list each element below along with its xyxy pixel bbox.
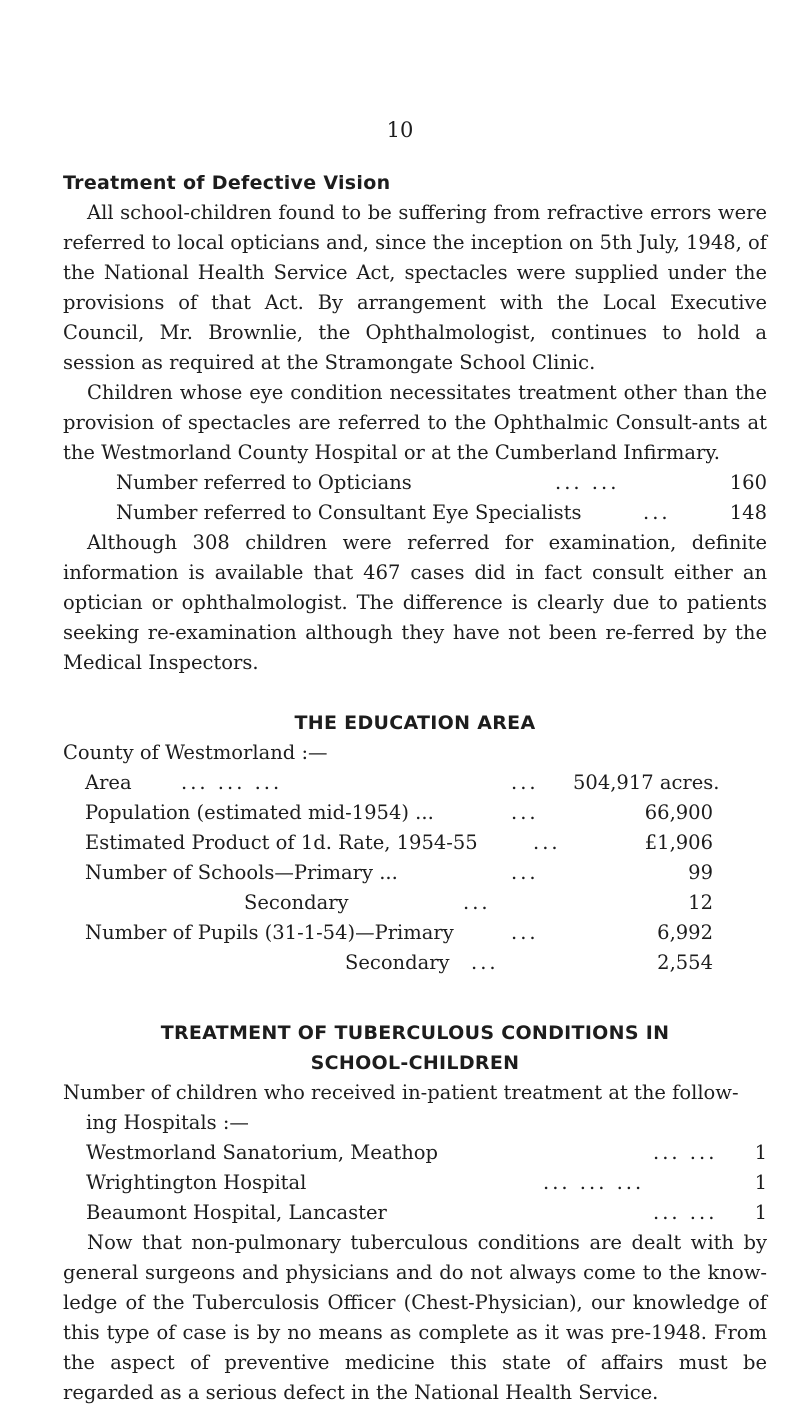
education-row-area: Area ... ... ... ... 504,917 acres. [63,768,767,798]
hospital-value: 1 [754,1171,767,1194]
stat-row-opticians [63,468,767,498]
stat-dots: ... [643,501,671,524]
education-value: 12 [688,891,713,914]
education-value: 66,900 [644,801,713,824]
education-value: 2,554 [657,951,713,974]
stat-row-consultants [63,498,767,528]
intro-line: Number of children who received in-patient treatment at the follow- [63,1081,739,1104]
page-number: 10 [386,118,414,142]
education-value: 99 [688,861,713,884]
paragraph-examination: Although 308 children were referred for examination, definite information is available that 467 cases did in fact consult either an optician or ophthalmologist. The difference is clearly due to patients seeking re-examination although they have not been re-ferred by the Medical Inspectors. [63,531,767,674]
stat-dots: ... ... [555,471,620,494]
stat-label: Number referred to Consultant Eye Specialists [116,501,582,524]
section-education-area [63,708,767,978]
hospital-row-wrightington: Wrightington Hospital ... ... ... 1 [63,1168,767,1198]
section-defective-vision [63,168,767,678]
section-tuberculous [63,1018,767,1408]
education-row-pupils-primary: Number of Pupils (31-1-54)—Primary ... 6,992 [63,918,767,948]
education-row-schools-primary: Number of Schools—Primary ... ... 99 [63,858,767,888]
heading-defective-vision: Treatment of Defective Vision [63,172,391,194]
hospital-value: 1 [754,1141,767,1164]
education-value: £1,906 [644,831,713,854]
heading-tuberculous-line2: SCHOOL-CHILDREN [310,1052,520,1074]
paragraph-referrals: All school-children found to be suffering from refractive errors were referred to local opticians and, since the inception on 5th July, 1948, of the National Health Service Act, spectacles were supplied under the provisions of that Act. By arrangement with the Local Executive Council, Mr. Brownlie, the Ophthalmologist, continues to hold a session as required at the Stramongate School Clinic. [63,201,767,374]
hospital-row-beaumont: Beaumont Hospital, Lancaster ... ... 1 [63,1198,767,1228]
education-row-population: Population (estimated mid-1954) ... ... 66,900 [63,798,767,828]
education-row-rate: Estimated Product of 1d. Rate, 1954-55 ... £1,906 [63,828,767,858]
paragraph-ophthalmic: Children whose eye condition necessitates treatment other than the provision of spectacles are referred to the Ophthalmic Consult-ants at the Westmorland County Hospital or at the Cumberland Infirmary. [63,381,767,464]
education-value: 6,992 [657,921,713,944]
education-value: 504,917 acres. [573,771,720,794]
county-line: County of Westmorland :— [63,741,328,764]
hospital-value: 1 [754,1201,767,1224]
stat-value: 148 [729,501,767,524]
education-row-pupils-secondary: Secondary ... 2,554 [63,948,767,978]
hospital-row-meathop: Westmorland Sanatorium, Meathop ... ... 1 [63,1138,767,1168]
intro-line: ing Hospitals :— [86,1111,249,1134]
stat-label: Number referred to Opticians [116,471,412,494]
education-row-schools-secondary: Secondary ... 12 [63,888,767,918]
heading-tuberculous-line1: TREATMENT OF TUBERCULOUS CONDITIONS IN [160,1022,670,1044]
paragraph-tuberculosis: Now that non-pulmonary tuberculous conditions are dealt with by general surgeons and physicians and do not always come to the know-ledge of the Tuberculosis Officer (Chest-Physician), our knowledge of this type of case is by no means as complete as it was pre-1948. From the aspect of preventive medicine this state of affairs must be regarded as a serious defect in the National Health Service. [63,1231,767,1404]
heading-education-area: THE EDUCATION AREA [294,712,536,734]
stat-value: 160 [729,471,767,494]
